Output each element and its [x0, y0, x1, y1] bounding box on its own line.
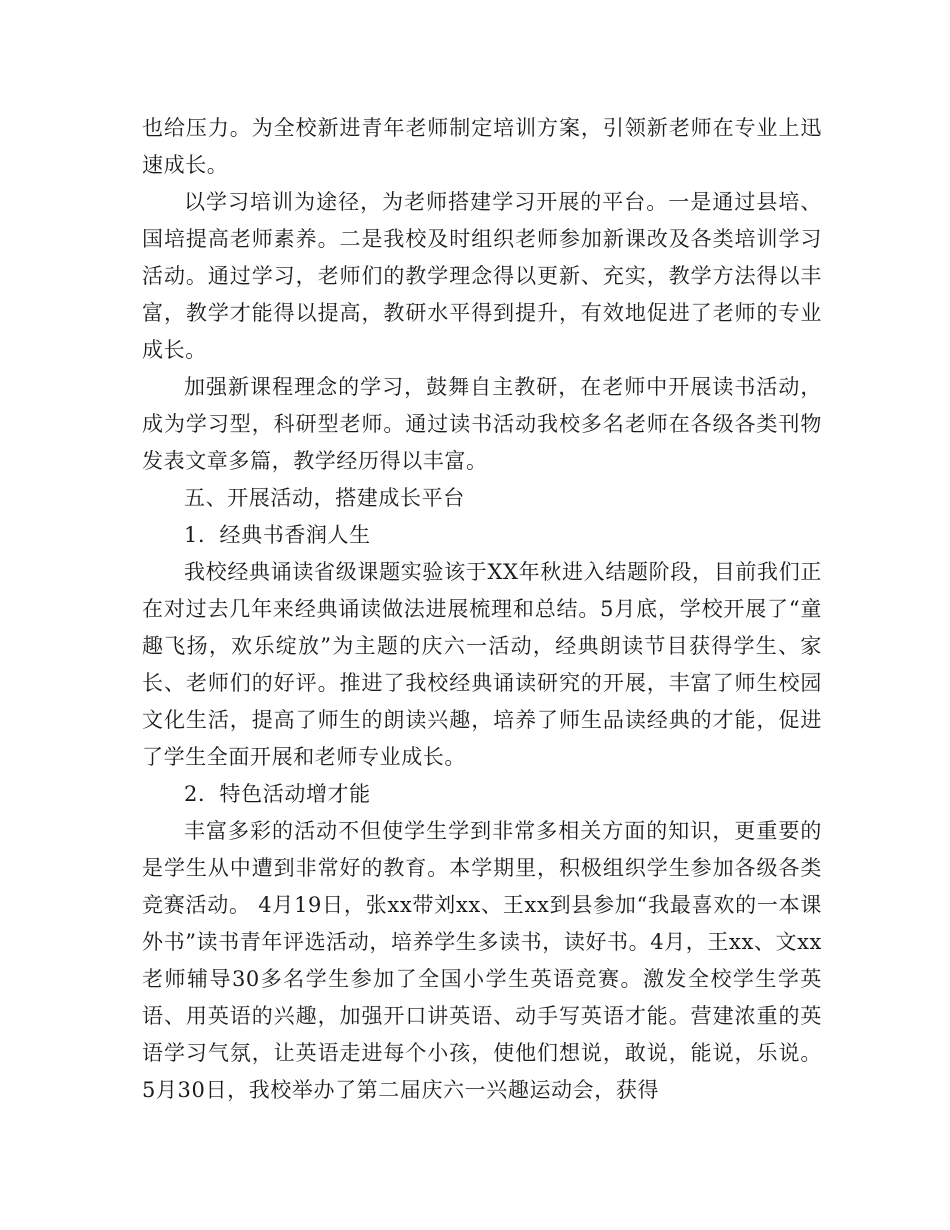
paragraph-continuation: 也给压力。为全校新进青年老师制定培训方案，引领新老师在专业上迅速成长。: [142, 116, 822, 177]
paragraph-reading: 加强新课程理念的学习，鼓舞自主教研，在老师中开展读书活动，成为学习型，科研型老师。通过读书活动我校多名老师在各级各类刊物发表文章多篇，教学经历得以丰富。: [142, 375, 822, 473]
subheading-special-activities: 2．特色活动增才能: [184, 782, 371, 806]
section-heading-activities: 五、开展活动，搭建成长平台: [184, 486, 465, 510]
paragraph-classics: 我校经典诵读省级课题实验该于XX年秋进入结题阶段，目前我们正在对过去几年来经典诵读做法进展梳理和总结。5月底，学校开展了“童趣飞扬，欢乐绽放”为主题的庆六一活动，经典朗读节目获得学生、家长、老师们的好评。推进了我校经典诵读研究的开展，丰富了师生校园文化生活，提高了师生的朗读兴趣，培养了师生品读经典的才能，促进了学生全面开展和老师专业成长。: [142, 560, 822, 769]
paragraph-training: 以学习培训为途径，为老师搭建学习开展的平台。一是通过县培、国培提高老师素养。二是我校及时组织老师参加新课改及各类培训学习活动。通过学习，老师们的教学理念得以更新、充实，教学方法得以丰富，教学才能得以提高，教研水平得到提升，有效地促进了老师的专业成长。: [142, 190, 822, 362]
subheading-classics: 1．经典书香润人生: [184, 523, 371, 547]
paragraph-special-activities: 丰富多彩的活动不但使学生学到非常多相关方面的知识，更重要的是学生从中遭到非常好的教育。本学期里，积极组织学生参加各级各类竞赛活动。 4月19日，张xx带刘xx、王xx到县参加“我最喜欢的一本课外书”读书青年评选活动，培养学生多读书，读好书。4月，王xx、文xx老师辅导30多名学生参加了全国小学生英语竞赛。激发全校学生学英语、用英语的兴趣，加强开口讲英语、动手写英语才能。营建浓重的英语学习气氛，让英语走进每个小孩，使他们想说，敢说，能说，乐说。5月30日，我校举办了第二届庆六一兴趣运动会，获得: [142, 819, 822, 1102]
document-body: [142, 110, 822, 1109]
